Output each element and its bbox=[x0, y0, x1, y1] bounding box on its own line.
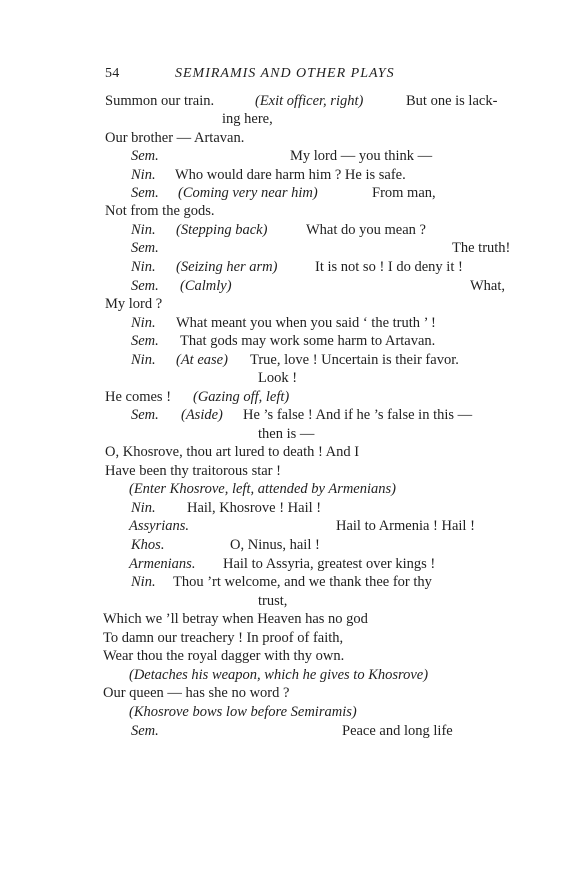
stage-direction-or-speaker: Sem. bbox=[131, 278, 159, 294]
dialogue-text: Not from the gods. bbox=[105, 203, 215, 219]
dialogue-text: Wear thou the royal dagger with thy own. bbox=[103, 648, 345, 664]
dialogue-text: trust, bbox=[258, 593, 288, 609]
dialogue-text: My lord — you think — bbox=[290, 148, 433, 164]
dialogue-text: That gods may work some harm to Artavan. bbox=[180, 333, 436, 349]
dialogue-text: Our brother — Artavan. bbox=[105, 130, 245, 146]
stage-direction-or-speaker: (Calmly) bbox=[180, 278, 232, 294]
dialogue-text: What, bbox=[470, 278, 506, 294]
stage-direction-or-speaker: Khos. bbox=[131, 537, 165, 553]
stage-direction-or-speaker: (Aside) bbox=[181, 407, 223, 423]
stage-direction-or-speaker: Nin. bbox=[131, 259, 156, 275]
dialogue-text: True, love ! Uncertain is their favor. bbox=[250, 352, 459, 368]
stage-direction-or-speaker: (Stepping back) bbox=[176, 222, 268, 238]
stage-direction-or-speaker: (Seizing her arm) bbox=[176, 259, 278, 275]
stage-direction-or-speaker: Sem. bbox=[131, 185, 159, 201]
dialogue-text: From man, bbox=[372, 185, 436, 201]
dialogue-text: It is not so ! I do deny it ! bbox=[315, 259, 463, 275]
dialogue-text: O, Ninus, hail ! bbox=[230, 537, 320, 553]
stage-direction-or-speaker: Nin. bbox=[131, 574, 156, 590]
stage-direction-or-speaker: (Gazing off, left) bbox=[193, 389, 290, 405]
stage-direction-or-speaker: Nin. bbox=[131, 500, 156, 516]
stage-direction-or-speaker: (Exit officer, right) bbox=[255, 93, 364, 109]
dialogue-text: He ’s false ! And if he ’s false in this — bbox=[243, 407, 473, 423]
stage-direction-or-speaker: Sem. bbox=[131, 407, 159, 423]
dialogue-text: What meant you when you said ‘ the truth ’ ! bbox=[176, 315, 436, 331]
stage-direction-or-speaker: Nin. bbox=[131, 167, 156, 183]
stage-direction-or-speaker: Assyrians. bbox=[129, 518, 190, 534]
stage-direction-or-speaker: (Enter Khosrove, left, attended by Armenians) bbox=[129, 481, 396, 497]
stage-direction-or-speaker: Nin. bbox=[131, 315, 156, 331]
dialogue-text: Hail to Armenia ! Hail ! bbox=[336, 518, 475, 534]
stage-direction-or-speaker: (Coming very near him) bbox=[178, 185, 318, 201]
stage-direction-or-speaker: Nin. bbox=[131, 352, 156, 368]
dialogue-text: Hail, Khosrove ! Hail ! bbox=[187, 500, 322, 516]
dialogue-text: To damn our treachery ! In proof of faith, bbox=[103, 630, 344, 646]
dialogue-text: Summon our train. bbox=[105, 93, 215, 109]
stage-direction-or-speaker: (At ease) bbox=[176, 352, 228, 368]
dialogue-text: ing here, bbox=[222, 111, 273, 127]
dialogue-text: He comes ! bbox=[105, 389, 172, 405]
stage-direction-or-speaker: (Detaches his weapon, which he gives to Khosrove) bbox=[129, 667, 429, 683]
dialogue-text: Our queen — has she no word ? bbox=[103, 685, 290, 701]
dialogue-text: Hail to Assyria, greatest over kings ! bbox=[223, 556, 436, 572]
stage-direction-or-speaker: Sem. bbox=[131, 148, 159, 164]
dialogue-text: My lord ? bbox=[105, 296, 163, 312]
page-number: 54 bbox=[105, 66, 120, 81]
stage-direction-or-speaker: Sem. bbox=[131, 240, 159, 256]
dialogue-text: Thou ’rt welcome, and we thank thee for thy bbox=[173, 574, 432, 590]
dialogue-text: O, Khosrove, thou art lured to death ! And I bbox=[105, 444, 360, 460]
running-head: SEMIRAMIS AND OTHER PLAYS bbox=[175, 66, 395, 81]
dialogue-text: The truth! bbox=[452, 240, 511, 256]
stage-direction-or-speaker: Sem. bbox=[131, 723, 159, 739]
dialogue-text: Look ! bbox=[258, 370, 298, 386]
dialogue-text: then is — bbox=[258, 426, 315, 442]
stage-direction-or-speaker: Armenians. bbox=[129, 556, 196, 572]
dialogue-text: Peace and long life bbox=[342, 723, 453, 739]
dialogue-text: Which we ’ll betray when Heaven has no god bbox=[103, 611, 368, 627]
dialogue-text: Have been thy traitorous star ! bbox=[105, 463, 281, 479]
dialogue-text: Who would dare harm him ? He is safe. bbox=[175, 167, 406, 183]
page-header bbox=[105, 66, 525, 82]
stage-direction-or-speaker: (Khosrove bows low before Semiramis) bbox=[129, 704, 357, 720]
dialogue-text: What do you mean ? bbox=[306, 222, 426, 238]
dialogue-text: But one is lack- bbox=[406, 93, 498, 109]
stage-direction-or-speaker: Nin. bbox=[131, 222, 156, 238]
stage-direction-or-speaker: Sem. bbox=[131, 333, 159, 349]
